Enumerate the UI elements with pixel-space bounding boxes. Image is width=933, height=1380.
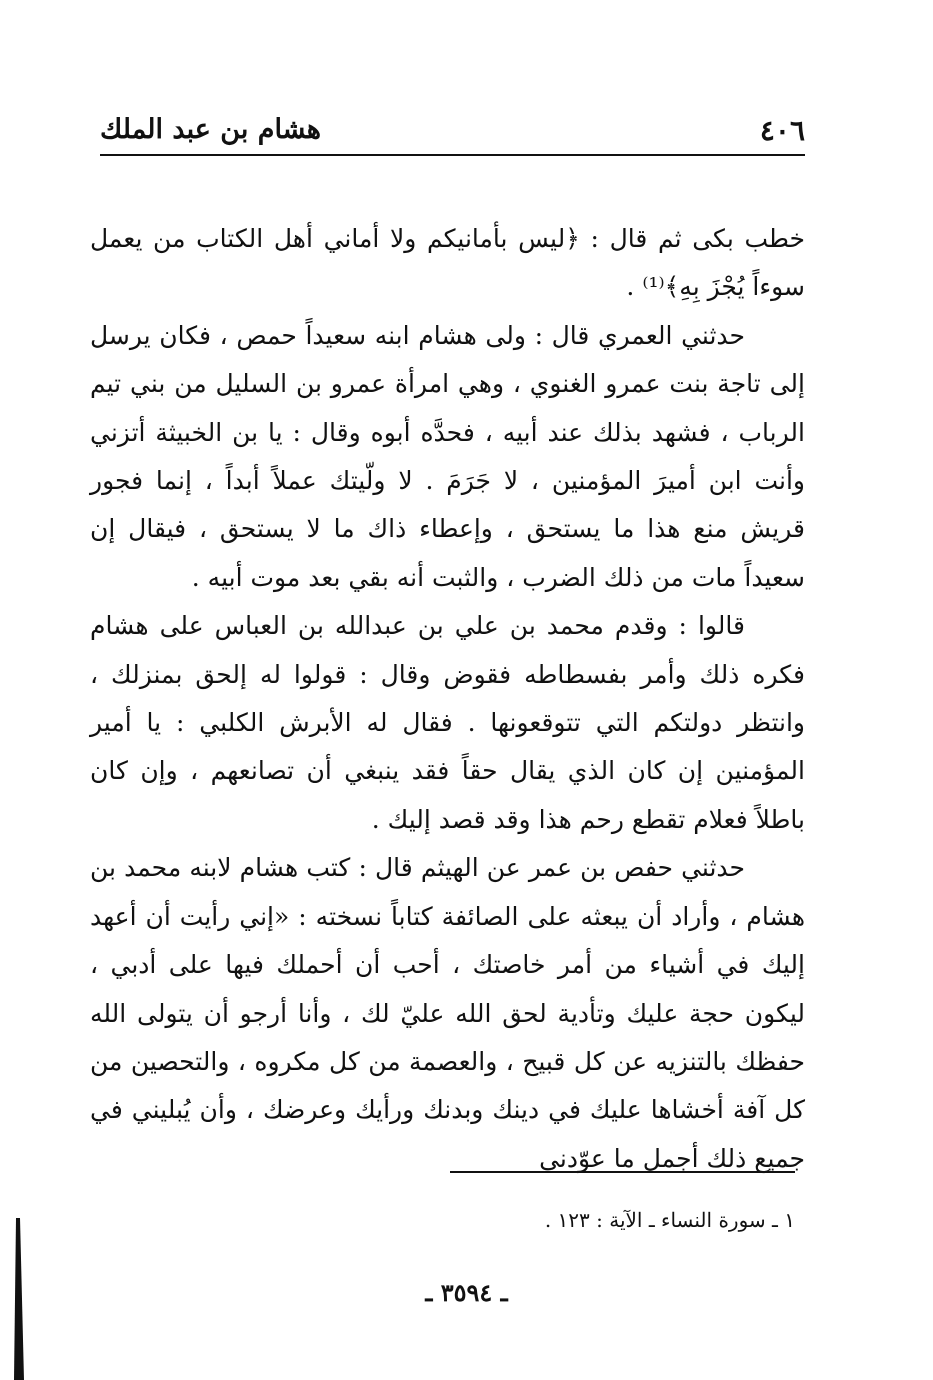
paragraph: خطب بكى ثم قال : ﴿ليس بأمانيكم ولا أماني أهل الكتاب من يعمل سوءاً يُجْزَ بِهِ﴾⁽¹⁾ . bbox=[90, 224, 805, 302]
footnote-divider bbox=[450, 1171, 795, 1173]
footnote: ١ ـ سورة النساء ـ الآية : ١٢٣ . bbox=[544, 1208, 795, 1232]
page-header bbox=[100, 110, 805, 156]
paragraph: حدثني العمري قال : ولى هشام ابنه سعيداً حمص ، فكان يرسل إلى تاجة بنت عمرو الغنوي ، وهي امرأة عمرو بن السليل من بني تيم الرباب ، فشهد بذلك عند أبيه ، فحدَّه أبوه وقال : يا بن الخبيثة أتزني وأنت ابن أميرَ المؤمنين ، لا جَرَمَ . لا ولّيتك عملاً أبداً ، إنما فجور قريش منع هذا ما يستحق ، وإعطاء ذاك ما لا يستحق ، فيقال إن سعيداً مات من ذلك الضرب ، والثبت أنه بقي بعد موت أبيه . bbox=[90, 320, 805, 592]
running-title: هشام بن عبد الملك bbox=[100, 114, 321, 145]
paragraph: حدثني حفص بن عمر عن الهيثم قال : كتب هشام لابنه محمد بن هشام ، وأراد أن يبعثه على الصائفة كتاباً نسخته : «إني رأيت أن أعهد إليك في أشياء من أمر خاصتك ، أحب أن أحملك فيها على أدبي ، ليكون حجة عليك وتأدية لحق الله عليّ لك ، وأنا أرجو أن يتولى الله حفظك بالتنزيه عن كل قبيح ، والعصمة من كل مكروه ، والتحصين من كل آفة أخشاها عليك في دينك وبدنك ورأيك وعرضك ، وأن يُبليني في جميع ذلك أجمل ما عوّدني bbox=[90, 853, 805, 1173]
folio-number: ـ ٣٥٩٤ ـ bbox=[425, 1278, 508, 1307]
body-text bbox=[90, 215, 805, 1183]
page-number: ٤٠٦ bbox=[759, 114, 805, 147]
paragraph: قالوا : وقدم محمد بن علي بن عبدالله بن العباس على هشام فكره ذلك وأمر بفسطاطه فقوض وقال : قولوا له إلحق بمنزلك ، وانتظر دولتكم التي تتوقعونها . فقال له الأبرش الكلبي : يا أمير المؤمنين إن كان الذي يقال حقاً فقد ينبغي أن تصانعهم ، وإن كان باطلاً فعلام تقطع رحم هذا وقد قصد إليك . bbox=[90, 611, 805, 834]
